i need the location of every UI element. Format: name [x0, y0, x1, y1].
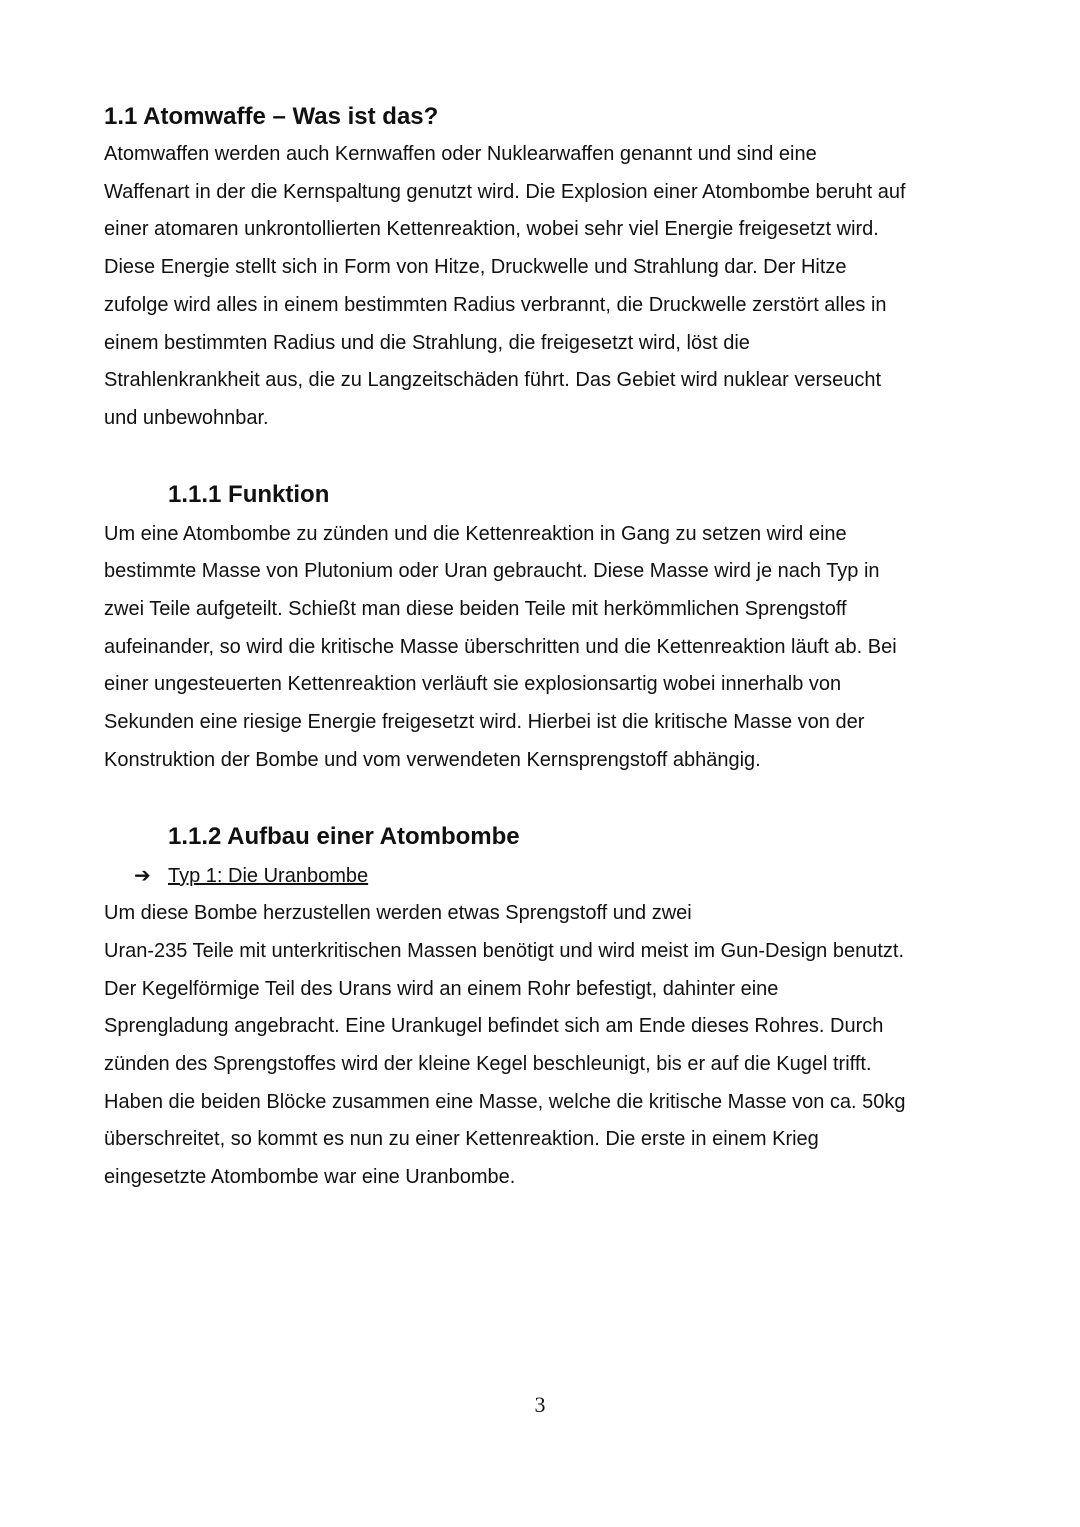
text-line: Diese Energie stellt sich in Form von Hitze, Druckwelle und Strahlung dar. Der Hitze: [104, 256, 847, 279]
text-line: Der Kegelförmige Teil des Urans wird an einem Rohr befestigt, dahinter eine: [104, 977, 779, 1000]
page-number: 3: [534, 1392, 546, 1417]
text-line: einem bestimmten Radius und die Strahlung, die freigesetzt wird, löst die: [104, 331, 750, 354]
heading-aufbau: 1.1.2 Aufbau einer Atombombe: [168, 822, 520, 850]
text-line: überschreitet, so kommt es nun zu einer Kettenreaktion. Die erste in einem Krieg: [104, 1128, 819, 1151]
paragraph-uranbombe: [104, 895, 984, 1197]
subtype-label: Typ 1: Die Uranbombe: [168, 864, 369, 887]
text-line: Sprengladung angebracht. Eine Urankugel befindet sich am Ende dieses Rohres. Durch: [104, 1015, 884, 1038]
text-line: eingesetzte Atombombe war eine Uranbombe.: [104, 1166, 516, 1189]
text-line: Atomwaffen werden auch Kernwaffen oder Nuklearwaffen genannt und sind eine: [104, 143, 817, 165]
text-line: Um eine Atombombe zu zünden und die Kettenreaktion in Gang zu setzen wird eine: [104, 522, 847, 545]
paragraph-funktion: [104, 516, 984, 780]
section-gap: [104, 438, 984, 478]
text-line: Konstruktion der Bombe und vom verwendeten Kernsprengstoff abhängig.: [104, 748, 761, 771]
text-line: bestimmte Masse von Plutonium oder Uran gebraucht. Diese Masse wird je nach Typ in: [104, 560, 880, 583]
section-gap: [104, 780, 984, 820]
arrow-right-icon: ➔: [134, 864, 151, 887]
text-line: Waffenart in der die Kernspaltung genutzt wird. Die Explosion einer Atombombe beruht auf: [104, 180, 906, 203]
heading-funktion: 1.1.1 Funktion: [168, 480, 330, 508]
text-line: Um diese Bombe herzustellen werden etwas Sprengstoff und zwei: [104, 902, 692, 925]
text-line: einer atomaren unkrontollierten Kettenreaktion, wobei sehr viel Energie freigesetzt wird.: [104, 218, 879, 241]
text-line: zünden des Sprengstoffes wird der kleine Kegel beschleunigt, bis er auf die Kugel trifft.: [104, 1053, 872, 1076]
text-line: Haben die beiden Blöcke zusammen eine Masse, welche die kritische Masse von ca. 50kg: [104, 1090, 906, 1113]
text-line: einer ungesteuerten Kettenreaktion verläuft sie explosionsartig wobei innerhalb von: [104, 673, 842, 696]
text-line: aufeinander, so wird die kritische Masse überschritten und die Kettenreaktion läuft ab. Bei: [104, 635, 897, 658]
subtype-uranbombe: [134, 858, 984, 896]
text-line: Sekunden eine riesige Energie freigesetzt wird. Hierbei ist die kritische Masse von der: [104, 711, 865, 734]
text-line: und unbewohnbar.: [104, 406, 269, 429]
heading-atomwaffe: 1.1 Atomwaffe – Was ist das?: [104, 103, 439, 130]
text-line: Uran-235 Teile mit unterkritischen Massen benötigt und wird meist im Gun-Design benutzt.: [104, 939, 904, 962]
text-line: zufolge wird alles in einem bestimmten Radius verbrannt, die Druckwelle zerstört alles in: [104, 293, 887, 316]
page-content: [104, 100, 984, 1197]
text-line: zwei Teile aufgeteilt. Schießt man diese beiden Teile mit herkömmlichen Sprengstoff: [104, 598, 847, 621]
text-line: Strahlenkrankheit aus, die zu Langzeitschäden führt. Das Gebiet wird nuklear verseucht: [104, 369, 882, 392]
paragraph-atomwaffe: [104, 136, 984, 438]
